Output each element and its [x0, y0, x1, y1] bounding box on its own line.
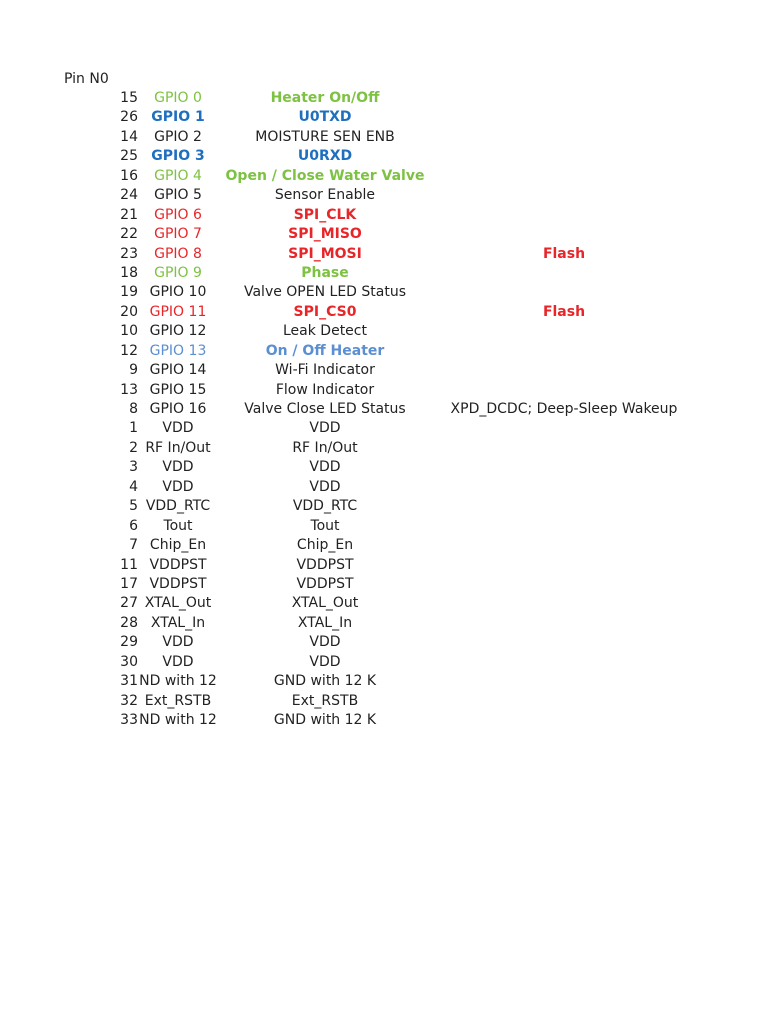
table-row [0, 283, 768, 302]
function-cell: SPI_CS0 [293, 303, 357, 320]
pin-number-cell: 27 [120, 595, 138, 612]
table-row [0, 497, 768, 516]
table-row [0, 419, 768, 438]
function-cell: U0TXD [298, 109, 352, 126]
function-cell: Flow Indicator [275, 381, 375, 398]
pin-number-cell: 29 [120, 634, 138, 651]
gpio-cell: VDD_RTC [145, 498, 211, 515]
function-cell: GND with 12 K [273, 673, 377, 690]
gpio-cell: GPIO 15 [149, 381, 207, 398]
function-cell: XTAL_Out [291, 595, 359, 612]
pin-number-cell: 25 [120, 148, 138, 165]
gpio-cell: GPIO 1 [151, 109, 205, 126]
function-cell: Chip_En [296, 537, 354, 554]
gpio-cell: VDDPST [149, 556, 207, 573]
function-cell: VDDPST [296, 575, 354, 592]
function-cell: SPI_MOSI [288, 245, 362, 262]
function-cell: Ext_RSTB [291, 692, 359, 709]
note-cell: Flash [542, 303, 586, 320]
table-row [0, 614, 768, 633]
function-cell: VDDPST [296, 556, 354, 573]
gpio-cell: VDDPST [149, 575, 207, 592]
note-cell: Flash [542, 245, 586, 262]
gpio-cell: VDD [162, 459, 194, 476]
pin-number-cell: 19 [120, 284, 138, 301]
pin-number-cell: 21 [120, 206, 138, 223]
table-row [0, 458, 768, 477]
function-cell: VDD [309, 420, 341, 437]
pin-number-cell: 12 [120, 342, 138, 359]
table-row [0, 575, 768, 594]
gpio-cell: GPIO 11 [149, 303, 207, 320]
pin-number-cell: 33 [120, 712, 138, 728]
table-row [0, 167, 768, 186]
pin-number-cell: 20 [120, 303, 138, 320]
table-row [0, 264, 768, 283]
gpio-cell: Ext_RSTB [144, 692, 212, 709]
function-cell: MOISTURE SEN ENB [255, 128, 395, 145]
function-cell: Valve OPEN LED Status [243, 284, 407, 301]
function-cell: Wi-Fi Indicator [275, 362, 375, 379]
function-cell: Leak Detect [283, 323, 367, 340]
function-cell: Phase [301, 264, 349, 281]
table-row [0, 711, 768, 730]
pin-number-cell: 31 [120, 673, 138, 690]
table-row [0, 381, 768, 400]
gpio-cell: ND with 12 [139, 673, 217, 690]
function-cell: VDD [309, 478, 341, 495]
gpio-cell: XTAL_Out [144, 595, 212, 612]
gpio-cell: GPIO 16 [149, 401, 207, 417]
pin-number-cell: 22 [120, 226, 138, 243]
pin-number-cell: 7 [129, 537, 138, 554]
table-row [0, 303, 768, 322]
function-cell: GND with 12 K [273, 712, 377, 728]
gpio-cell: Tout [163, 517, 193, 534]
function-cell: SPI_MISO [288, 226, 362, 243]
gpio-cell: ND with 12 [139, 712, 217, 728]
gpio-cell: GPIO 10 [149, 284, 207, 301]
function-cell: VDD [309, 634, 341, 651]
table-row [0, 439, 768, 458]
note-cell: XPD_DCDC; Deep-Sleep Wakeup [450, 401, 678, 417]
table-row [0, 128, 768, 147]
table-row [0, 536, 768, 555]
table-row [0, 108, 768, 127]
table-row [0, 400, 768, 419]
pin-number-cell: 11 [120, 556, 138, 573]
pin-number-cell: 8 [129, 401, 138, 417]
pin-number-cell: 30 [120, 653, 138, 670]
table-row [0, 517, 768, 536]
function-cell: Valve Close LED Status [244, 401, 406, 417]
gpio-cell: GPIO 5 [154, 187, 202, 204]
gpio-cell: Chip_En [149, 537, 207, 554]
table-row [0, 225, 768, 244]
table-row [0, 322, 768, 341]
gpio-cell: GPIO 14 [149, 362, 207, 379]
table-row [0, 594, 768, 613]
function-cell: RF In/Out [292, 439, 358, 456]
pin-number-cell: 3 [129, 459, 138, 476]
pin-number-cell: 16 [120, 167, 138, 184]
table-row [0, 245, 768, 264]
pin-number-cell: 13 [120, 381, 138, 398]
function-cell: U0RXD [297, 148, 353, 165]
table-row [0, 342, 768, 361]
table-row [0, 633, 768, 652]
pin-number-cell: 23 [120, 245, 138, 262]
table-row [0, 206, 768, 225]
pin-number-cell: 18 [120, 264, 138, 281]
pin-number-header: Pin N0 [64, 71, 109, 87]
gpio-cell: GPIO 8 [154, 245, 202, 262]
pin-number-cell: 32 [120, 692, 138, 709]
pin-number-cell: 28 [120, 614, 138, 631]
function-cell: Open / Close Water Valve [225, 167, 425, 184]
table-row [0, 186, 768, 205]
gpio-cell: GPIO 9 [154, 264, 202, 281]
function-cell: VDD [309, 653, 341, 670]
pin-table [0, 89, 768, 730]
function-cell: Tout [310, 517, 340, 534]
pin-number-cell: 2 [129, 439, 138, 456]
gpio-cell: VDD [162, 478, 194, 495]
gpio-cell: VDD [162, 420, 194, 437]
gpio-cell: RF In/Out [145, 439, 211, 456]
gpio-cell: GPIO 2 [154, 128, 202, 145]
table-row [0, 653, 768, 672]
gpio-cell: VDD [162, 634, 194, 651]
table-row [0, 556, 768, 575]
function-cell: SPI_CLK [293, 206, 357, 223]
function-cell: Sensor Enable [274, 187, 376, 204]
pin-number-cell: 9 [129, 362, 138, 379]
gpio-cell: GPIO 7 [154, 226, 202, 243]
gpio-cell: GPIO 13 [149, 342, 207, 359]
pin-number-cell: 6 [129, 517, 138, 534]
pin-number-cell: 26 [120, 109, 138, 126]
table-row [0, 147, 768, 166]
pin-number-cell: 5 [129, 498, 138, 515]
table-row [0, 361, 768, 380]
gpio-cell: GPIO 4 [154, 167, 202, 184]
function-cell: VDD [309, 459, 341, 476]
gpio-cell: GPIO 0 [154, 90, 202, 106]
pin-number-cell: 24 [120, 187, 138, 204]
gpio-cell: XTAL_In [150, 614, 206, 631]
pin-number-cell: 17 [120, 575, 138, 592]
function-cell: On / Off Heater [265, 342, 385, 359]
gpio-cell: GPIO 3 [151, 148, 205, 165]
gpio-cell: GPIO 6 [154, 206, 202, 223]
gpio-cell: GPIO 12 [149, 323, 207, 340]
pin-number-cell: 14 [120, 128, 138, 145]
function-cell: Heater On/Off [270, 90, 380, 106]
table-row [0, 478, 768, 497]
table-row [0, 672, 768, 691]
gpio-cell: VDD [162, 653, 194, 670]
pin-number-cell: 1 [129, 420, 138, 437]
function-cell: VDD_RTC [292, 498, 358, 515]
pin-number-cell: 4 [129, 478, 138, 495]
table-row [0, 692, 768, 711]
table-row [0, 89, 768, 108]
pin-number-cell: 15 [120, 90, 138, 106]
function-cell: XTAL_In [297, 614, 353, 631]
pin-number-cell: 10 [120, 323, 138, 340]
